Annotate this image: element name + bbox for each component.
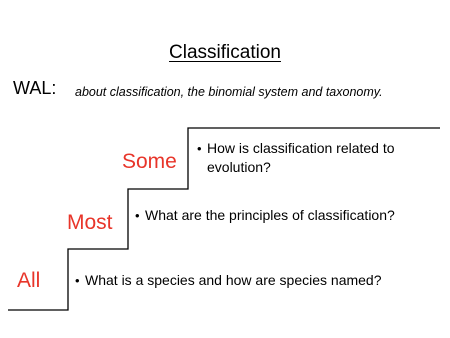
level-label-all: All bbox=[17, 269, 41, 292]
wal-objective-text: about classification, the binomial system and taxonomy. bbox=[75, 85, 383, 99]
slide-title: Classification bbox=[169, 42, 281, 63]
level-label-some: Some bbox=[122, 150, 177, 173]
wal-label: WAL: bbox=[13, 78, 57, 98]
bullet-dot: • bbox=[75, 273, 80, 288]
bullet-all bbox=[75, 271, 435, 290]
bullet-text-some: How is classification related to evolution? bbox=[207, 140, 395, 175]
bullet-most bbox=[135, 206, 440, 225]
bullet-dot: • bbox=[135, 208, 140, 223]
level-label-most: Most bbox=[67, 211, 113, 234]
bullet-text-most: What are the principles of classification? bbox=[145, 207, 395, 223]
bullet-dot: • bbox=[197, 141, 202, 156]
bullet-text-all: What is a species and how are species named? bbox=[85, 272, 382, 288]
bullet-some bbox=[197, 139, 437, 177]
